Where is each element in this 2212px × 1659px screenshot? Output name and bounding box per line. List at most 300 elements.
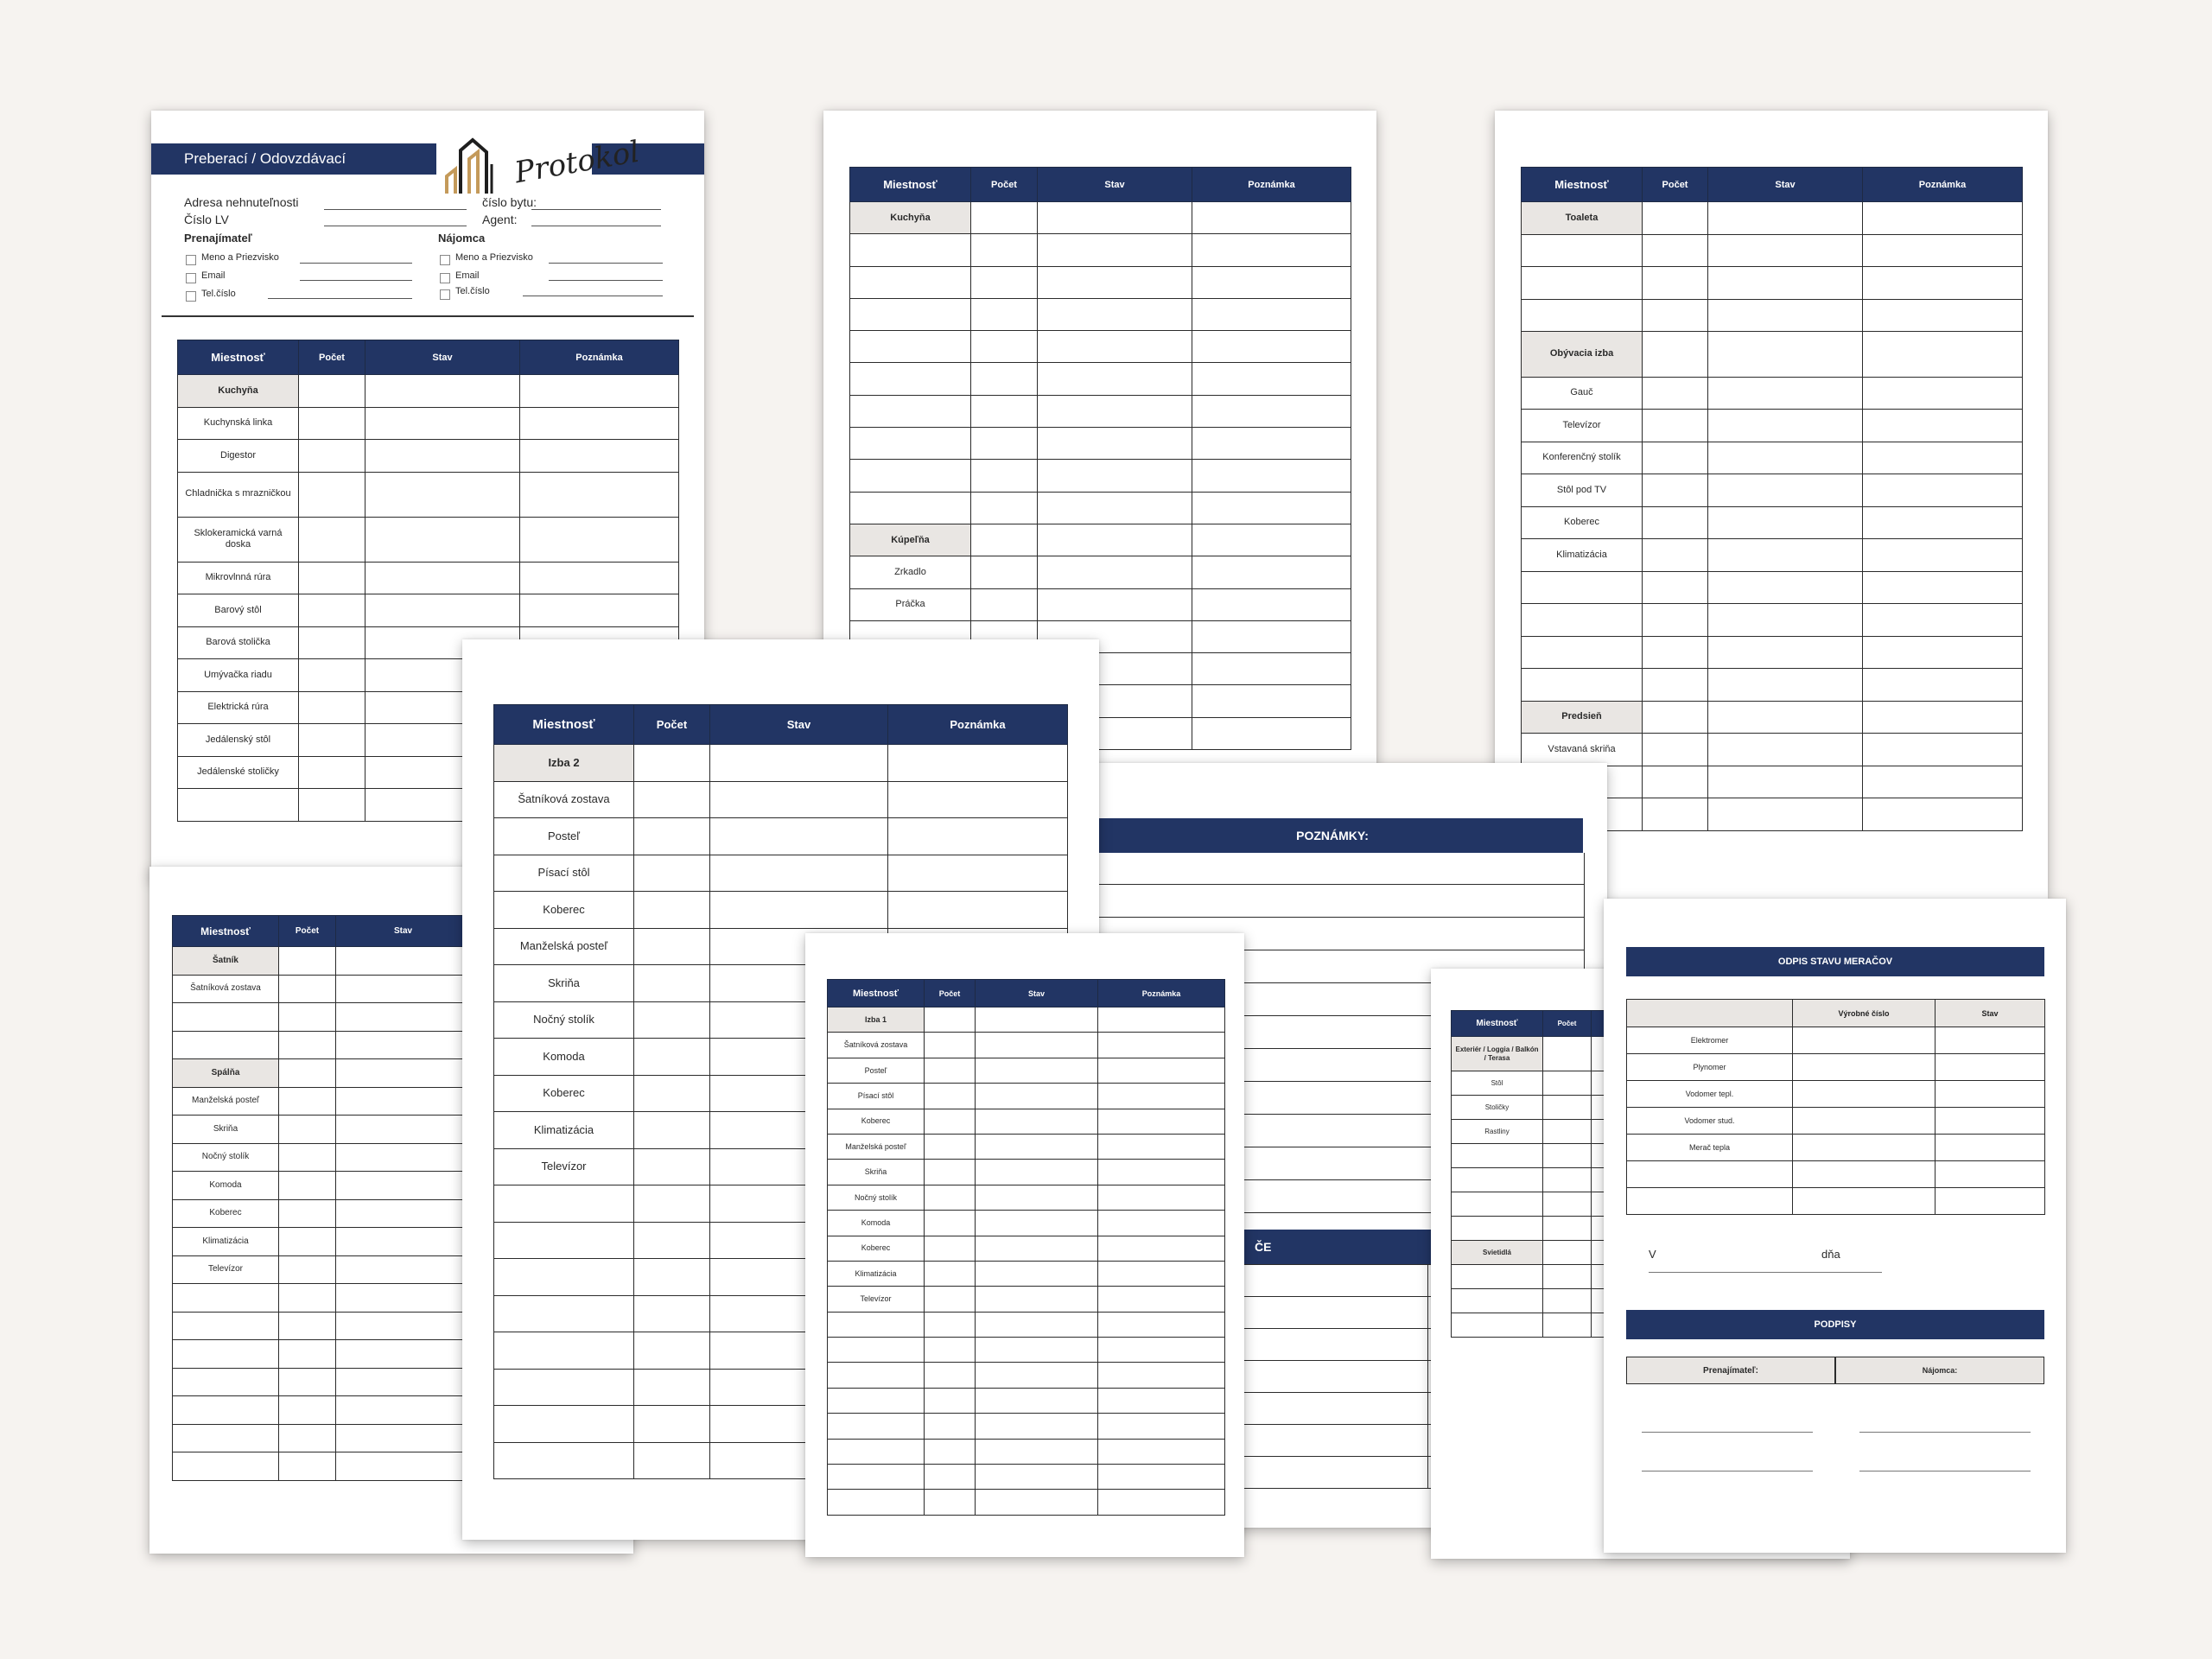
count-cell[interactable] — [925, 1007, 976, 1033]
count-cell[interactable] — [279, 1340, 336, 1369]
count-cell[interactable] — [279, 1031, 336, 1059]
state-cell[interactable] — [336, 1340, 471, 1369]
count-cell[interactable] — [925, 1109, 976, 1134]
state-cell[interactable] — [976, 1465, 1098, 1490]
note-cell[interactable] — [1098, 1439, 1225, 1464]
count-cell[interactable] — [299, 407, 365, 440]
state-cell[interactable] — [1708, 202, 1863, 235]
state-cell[interactable] — [336, 1424, 471, 1452]
count-cell[interactable] — [925, 1312, 976, 1337]
tenant-checkbox-phone[interactable] — [440, 289, 450, 300]
state-cell[interactable] — [976, 1414, 1098, 1439]
state-cell[interactable] — [976, 1439, 1098, 1464]
count-cell[interactable] — [634, 1369, 710, 1406]
state-cell[interactable] — [1038, 460, 1192, 492]
column-header-room: Miestnosť — [828, 980, 925, 1007]
state-cell[interactable] — [1038, 428, 1192, 460]
count-cell[interactable] — [634, 781, 710, 818]
state-cell[interactable] — [1038, 492, 1192, 524]
table-row — [178, 407, 679, 440]
count-cell[interactable] — [299, 440, 365, 473]
count-cell[interactable] — [279, 1199, 336, 1228]
count-cell[interactable] — [1543, 1313, 1592, 1338]
state-cell[interactable] — [976, 1007, 1098, 1033]
tenant-signature-line-1[interactable] — [1859, 1432, 2031, 1433]
count-cell[interactable] — [1643, 332, 1708, 378]
note-cell[interactable] — [888, 745, 1068, 782]
note-cell[interactable] — [1863, 636, 2023, 669]
state-cell[interactable] — [1708, 506, 1863, 539]
state-cell[interactable] — [336, 1031, 471, 1059]
state-cell[interactable] — [336, 1003, 471, 1032]
count-cell[interactable] — [634, 1442, 710, 1479]
state-cell[interactable] — [1708, 734, 1863, 766]
count-cell[interactable] — [1643, 734, 1708, 766]
count-cell[interactable] — [1643, 474, 1708, 507]
state-cell[interactable] — [976, 1160, 1098, 1185]
state-cell[interactable] — [1708, 701, 1863, 734]
count-cell[interactable] — [1643, 669, 1708, 702]
count-cell[interactable] — [279, 1312, 336, 1340]
note-cell[interactable] — [1863, 299, 2023, 332]
count-cell[interactable] — [299, 375, 365, 408]
state-cell[interactable] — [336, 1452, 471, 1481]
state-cell[interactable] — [365, 440, 520, 473]
state-cell[interactable] — [1038, 298, 1192, 330]
count-cell[interactable] — [1543, 1241, 1592, 1265]
state-cell[interactable] — [976, 1211, 1098, 1236]
note-cell[interactable] — [1863, 669, 2023, 702]
state-cell[interactable] — [1708, 798, 1863, 831]
tenant-checkbox-email[interactable] — [440, 273, 450, 283]
count-cell[interactable] — [925, 1261, 976, 1286]
state-cell[interactable] — [1708, 539, 1863, 572]
section-row — [178, 375, 679, 408]
note-cell[interactable] — [1098, 1211, 1225, 1236]
state-cell[interactable] — [336, 1396, 471, 1425]
state-cell[interactable] — [976, 1338, 1098, 1363]
state-cell[interactable] — [336, 947, 471, 976]
note-cell[interactable] — [1192, 234, 1351, 266]
count-cell[interactable] — [1643, 539, 1708, 572]
note-cell[interactable] — [1863, 474, 2023, 507]
count-cell[interactable] — [279, 1116, 336, 1144]
note-cell[interactable] — [1192, 588, 1351, 620]
note-cell[interactable] — [1863, 766, 2023, 798]
count-cell[interactable] — [1543, 1168, 1592, 1192]
note-cell[interactable] — [1192, 266, 1351, 298]
landlord-signature-line-1[interactable] — [1642, 1432, 1813, 1433]
count-cell[interactable] — [634, 1295, 710, 1332]
state-cell[interactable] — [336, 975, 471, 1003]
count-cell[interactable] — [1643, 202, 1708, 235]
count-cell[interactable] — [634, 1148, 710, 1185]
count-cell[interactable] — [1543, 1071, 1592, 1096]
note-cell[interactable] — [1098, 1465, 1225, 1490]
note-cell[interactable] — [1863, 267, 2023, 300]
count-cell[interactable] — [279, 1424, 336, 1452]
count-cell[interactable] — [299, 626, 365, 659]
note-cell[interactable] — [1098, 1287, 1225, 1312]
state-cell[interactable] — [976, 1236, 1098, 1261]
count-cell[interactable] — [1543, 1289, 1592, 1313]
count-cell[interactable] — [299, 756, 365, 789]
note-cell[interactable] — [1098, 1338, 1225, 1363]
count-cell[interactable] — [634, 928, 710, 965]
state-cell[interactable] — [365, 517, 520, 562]
note-cell[interactable] — [1863, 506, 2023, 539]
count-cell[interactable] — [299, 472, 365, 517]
note-line[interactable] — [1083, 884, 1584, 885]
state-cell[interactable] — [1038, 556, 1192, 588]
item-name: Televízor — [828, 1287, 925, 1312]
count-cell[interactable] — [279, 1059, 336, 1088]
count-cell[interactable] — [971, 492, 1038, 524]
note-cell[interactable] — [1098, 1261, 1225, 1286]
count-cell[interactable] — [279, 1368, 336, 1396]
count-cell[interactable] — [279, 1003, 336, 1032]
state-cell[interactable] — [1936, 1027, 2045, 1054]
state-cell[interactable] — [710, 892, 888, 929]
state-cell[interactable] — [976, 1287, 1098, 1312]
count-cell[interactable] — [299, 691, 365, 724]
count-cell[interactable] — [925, 1033, 976, 1058]
serial-cell[interactable] — [1793, 1054, 1936, 1081]
note-cell[interactable] — [1192, 202, 1351, 234]
state-cell[interactable] — [1708, 766, 1863, 798]
serial-cell[interactable] — [1793, 1027, 1936, 1054]
count-cell[interactable] — [925, 1287, 976, 1312]
state-cell[interactable] — [365, 375, 520, 408]
note-cell[interactable] — [1863, 539, 2023, 572]
count-cell[interactable] — [1643, 766, 1708, 798]
state-cell[interactable] — [976, 1261, 1098, 1286]
count-cell[interactable] — [634, 1222, 710, 1259]
state-cell[interactable] — [1936, 1081, 2045, 1108]
count-cell[interactable] — [925, 1185, 976, 1210]
state-cell[interactable] — [976, 1109, 1098, 1134]
count-cell[interactable] — [1543, 1192, 1592, 1217]
count-cell[interactable] — [1643, 410, 1708, 442]
state-cell[interactable] — [1936, 1161, 2045, 1188]
count-cell[interactable] — [925, 1236, 976, 1261]
count-cell[interactable] — [925, 1414, 976, 1439]
count-cell[interactable] — [925, 1439, 976, 1464]
note-cell[interactable] — [1863, 734, 2023, 766]
note-cell[interactable] — [1863, 332, 2023, 378]
count-cell[interactable] — [925, 1058, 976, 1083]
state-cell[interactable] — [976, 1490, 1098, 1515]
count-cell[interactable] — [634, 855, 710, 892]
note-cell[interactable] — [1098, 1007, 1225, 1033]
note-line[interactable] — [1083, 917, 1584, 918]
count-cell[interactable] — [299, 724, 365, 757]
count-cell[interactable] — [971, 266, 1038, 298]
agent-label: Agent: — [482, 213, 518, 226]
count-cell[interactable] — [1543, 1120, 1592, 1144]
state-cell[interactable] — [1708, 571, 1863, 604]
count-cell[interactable] — [1643, 234, 1708, 267]
count-cell[interactable] — [1643, 798, 1708, 831]
state-cell[interactable] — [1038, 588, 1192, 620]
count-cell[interactable] — [1643, 571, 1708, 604]
count-cell[interactable] — [925, 1211, 976, 1236]
count-cell[interactable] — [971, 556, 1038, 588]
state-cell[interactable] — [976, 1134, 1098, 1159]
note-cell[interactable] — [520, 562, 679, 594]
count-cell[interactable] — [634, 745, 710, 782]
count-cell[interactable] — [634, 1332, 710, 1370]
count-cell[interactable] — [634, 1039, 710, 1076]
state-cell[interactable] — [1038, 266, 1192, 298]
state-cell[interactable] — [1936, 1054, 2045, 1081]
count-cell[interactable] — [925, 1134, 976, 1159]
note-cell[interactable] — [888, 892, 1068, 929]
note-cell[interactable] — [520, 407, 679, 440]
count-cell[interactable] — [971, 298, 1038, 330]
count-cell[interactable] — [634, 892, 710, 929]
tenant-checkbox-name[interactable] — [440, 255, 450, 265]
note-cell[interactable] — [1863, 604, 2023, 637]
state-cell[interactable] — [365, 472, 520, 517]
place-date-line — [1649, 1272, 1882, 1273]
note-cell[interactable] — [1098, 1033, 1225, 1058]
note-cell[interactable] — [1863, 202, 2023, 235]
note-cell[interactable] — [1098, 1236, 1225, 1261]
state-cell[interactable] — [1708, 377, 1863, 410]
count-cell[interactable] — [1543, 1217, 1592, 1241]
count-cell[interactable] — [634, 818, 710, 855]
count-cell[interactable] — [971, 588, 1038, 620]
landlord-checkbox-phone[interactable] — [186, 291, 196, 302]
note-cell[interactable] — [1098, 1363, 1225, 1388]
state-cell[interactable] — [1038, 395, 1192, 427]
note-cell[interactable] — [1192, 428, 1351, 460]
state-cell[interactable] — [1708, 669, 1863, 702]
count-cell[interactable] — [1643, 442, 1708, 474]
state-cell[interactable] — [710, 745, 888, 782]
state-cell[interactable] — [1038, 202, 1192, 234]
state-cell[interactable] — [1708, 332, 1863, 378]
count-cell[interactable] — [971, 202, 1038, 234]
count-cell[interactable] — [971, 234, 1038, 266]
state-cell[interactable] — [365, 562, 520, 594]
count-cell[interactable] — [279, 975, 336, 1003]
note-cell[interactable] — [888, 818, 1068, 855]
count-cell[interactable] — [279, 1284, 336, 1313]
count-cell[interactable] — [925, 1160, 976, 1185]
note-cell[interactable] — [888, 855, 1068, 892]
state-cell[interactable] — [976, 1058, 1098, 1083]
note-cell[interactable] — [1098, 1109, 1225, 1134]
note-cell[interactable] — [1863, 571, 2023, 604]
count-cell[interactable] — [1643, 701, 1708, 734]
note-cell[interactable] — [1192, 524, 1351, 556]
state-cell[interactable] — [1038, 234, 1192, 266]
note-cell[interactable] — [1192, 685, 1351, 717]
state-cell[interactable] — [1708, 267, 1863, 300]
note-cell[interactable] — [520, 517, 679, 562]
state-cell[interactable] — [336, 1116, 471, 1144]
item-name — [850, 363, 971, 395]
notes-title: POZNÁMKY: — [1296, 829, 1369, 842]
note-cell[interactable] — [1192, 556, 1351, 588]
count-cell[interactable] — [925, 1465, 976, 1490]
state-cell[interactable] — [1708, 474, 1863, 507]
note-cell[interactable] — [1098, 1414, 1225, 1439]
landlord-checkbox-name[interactable] — [186, 255, 196, 265]
state-cell[interactable] — [710, 781, 888, 818]
state-cell[interactable] — [336, 1172, 471, 1200]
item-name — [173, 1396, 279, 1425]
state-cell[interactable] — [1936, 1135, 2045, 1161]
count-cell[interactable] — [925, 1084, 976, 1109]
state-cell[interactable] — [1708, 636, 1863, 669]
serial-cell[interactable] — [1793, 1188, 1936, 1215]
note-cell[interactable] — [1863, 234, 2023, 267]
note-cell[interactable] — [1192, 620, 1351, 652]
state-cell[interactable] — [1708, 604, 1863, 637]
count-cell[interactable] — [1543, 1037, 1592, 1071]
state-cell[interactable] — [365, 594, 520, 627]
count-cell[interactable] — [1643, 267, 1708, 300]
landlord-checkbox-email[interactable] — [186, 273, 196, 283]
note-cell[interactable] — [1192, 717, 1351, 749]
state-cell[interactable] — [710, 855, 888, 892]
note-cell[interactable] — [1863, 701, 2023, 734]
state-cell[interactable] — [336, 1143, 471, 1172]
note-cell[interactable] — [1098, 1134, 1225, 1159]
state-cell[interactable] — [976, 1363, 1098, 1388]
state-cell[interactable] — [1708, 234, 1863, 267]
count-cell[interactable] — [1643, 604, 1708, 637]
note-cell[interactable] — [1863, 410, 2023, 442]
serial-cell[interactable] — [1793, 1135, 1936, 1161]
serial-cell[interactable] — [1793, 1081, 1936, 1108]
note-cell[interactable] — [1192, 331, 1351, 363]
state-cell[interactable] — [976, 1084, 1098, 1109]
count-cell[interactable] — [279, 947, 336, 976]
state-cell[interactable] — [976, 1033, 1098, 1058]
count-cell[interactable] — [971, 331, 1038, 363]
state-cell[interactable] — [365, 407, 520, 440]
note-cell[interactable] — [1192, 363, 1351, 395]
count-cell[interactable] — [1643, 506, 1708, 539]
count-cell[interactable] — [1643, 299, 1708, 332]
count-cell[interactable] — [279, 1228, 336, 1256]
state-cell[interactable] — [336, 1199, 471, 1228]
count-cell[interactable] — [299, 789, 365, 822]
note-cell[interactable] — [1098, 1185, 1225, 1210]
count-cell[interactable] — [925, 1338, 976, 1363]
state-cell[interactable] — [336, 1059, 471, 1088]
note-cell[interactable] — [520, 440, 679, 473]
count-cell[interactable] — [971, 524, 1038, 556]
count-cell[interactable] — [279, 1143, 336, 1172]
note-cell[interactable] — [1192, 492, 1351, 524]
note-cell[interactable] — [1863, 442, 2023, 474]
count-cell[interactable] — [279, 1452, 336, 1481]
count-cell[interactable] — [634, 1185, 710, 1223]
count-cell[interactable] — [299, 562, 365, 594]
note-cell[interactable] — [1863, 798, 2023, 831]
note-cell[interactable] — [520, 472, 679, 517]
note-cell[interactable] — [1098, 1084, 1225, 1109]
state-cell[interactable] — [336, 1368, 471, 1396]
count-cell[interactable] — [925, 1388, 976, 1413]
note-cell[interactable] — [1098, 1490, 1225, 1515]
state-cell[interactable] — [1936, 1188, 2045, 1215]
count-cell[interactable] — [279, 1087, 336, 1116]
state-cell[interactable] — [710, 818, 888, 855]
state-cell[interactable] — [1038, 363, 1192, 395]
note-cell[interactable] — [520, 375, 679, 408]
count-cell[interactable] — [279, 1255, 336, 1284]
serial-cell[interactable] — [1793, 1108, 1936, 1135]
state-cell[interactable] — [336, 1284, 471, 1313]
count-cell[interactable] — [634, 1112, 710, 1149]
count-cell[interactable] — [634, 965, 710, 1002]
count-cell[interactable] — [299, 659, 365, 692]
state-cell[interactable] — [336, 1255, 471, 1284]
note-cell[interactable] — [1098, 1160, 1225, 1185]
note-cell[interactable] — [1098, 1312, 1225, 1337]
note-cell[interactable] — [1192, 298, 1351, 330]
count-cell[interactable] — [971, 460, 1038, 492]
note-cell[interactable] — [520, 594, 679, 627]
note-cell[interactable] — [888, 781, 1068, 818]
count-cell[interactable] — [1543, 1096, 1592, 1120]
state-cell[interactable] — [336, 1228, 471, 1256]
state-cell[interactable] — [1038, 331, 1192, 363]
count-cell[interactable] — [299, 594, 365, 627]
count-cell[interactable] — [634, 1001, 710, 1039]
count-cell[interactable] — [299, 517, 365, 562]
count-cell[interactable] — [634, 1075, 710, 1112]
state-cell[interactable] — [1038, 524, 1192, 556]
note-cell[interactable] — [1863, 377, 2023, 410]
count-cell[interactable] — [634, 1406, 710, 1443]
note-cell[interactable] — [1192, 460, 1351, 492]
count-cell[interactable] — [971, 363, 1038, 395]
state-cell[interactable] — [336, 1087, 471, 1116]
note-cell[interactable] — [1192, 395, 1351, 427]
state-cell[interactable] — [1708, 299, 1863, 332]
count-cell[interactable] — [925, 1490, 976, 1515]
count-cell[interactable] — [971, 395, 1038, 427]
state-cell[interactable] — [1708, 442, 1863, 474]
count-cell[interactable] — [634, 1259, 710, 1296]
state-cell[interactable] — [1936, 1108, 2045, 1135]
count-cell[interactable] — [1643, 377, 1708, 410]
count-cell[interactable] — [1543, 1144, 1592, 1168]
note-cell[interactable] — [1098, 1058, 1225, 1083]
state-cell[interactable] — [976, 1312, 1098, 1337]
serial-cell[interactable] — [1793, 1161, 1936, 1188]
state-cell[interactable] — [336, 1312, 471, 1340]
count-cell[interactable] — [925, 1363, 976, 1388]
state-cell[interactable] — [976, 1185, 1098, 1210]
note-cell[interactable] — [1098, 1388, 1225, 1413]
note-cell[interactable] — [1192, 653, 1351, 685]
count-cell[interactable] — [279, 1396, 336, 1425]
count-cell[interactable] — [1643, 636, 1708, 669]
state-cell[interactable] — [1708, 410, 1863, 442]
count-cell[interactable] — [971, 428, 1038, 460]
state-cell[interactable] — [976, 1388, 1098, 1413]
count-cell[interactable] — [1543, 1265, 1592, 1289]
count-cell[interactable] — [279, 1172, 336, 1200]
